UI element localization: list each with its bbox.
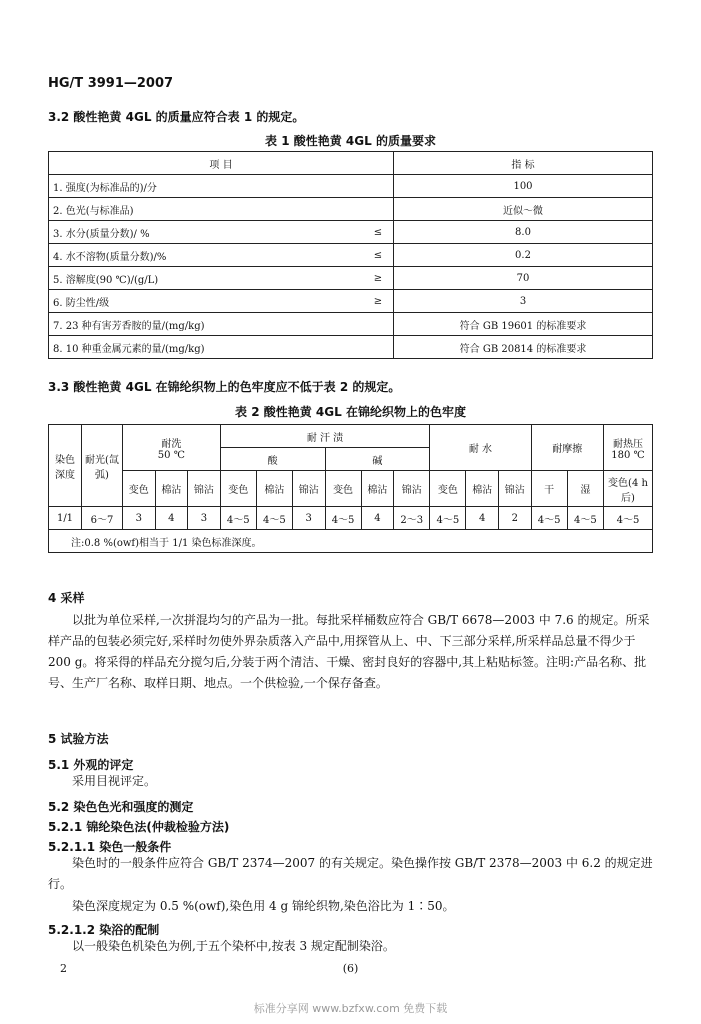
cell: 4～5 xyxy=(567,507,603,530)
sub-header: 棉沾 xyxy=(155,471,188,507)
cell: 1/1 xyxy=(49,507,82,530)
quality-requirements-table xyxy=(48,151,653,359)
cell: 4～5 xyxy=(604,507,653,530)
table-header-row xyxy=(49,425,653,448)
row-item: 3. 水分(质量分数)/ % xyxy=(49,221,364,244)
cell: 3 xyxy=(188,507,221,530)
cell: 4 xyxy=(361,507,394,530)
standard-header: HG/T 3991—2007 xyxy=(48,76,174,91)
row-symbol: ≤ xyxy=(363,221,394,244)
row-value: 100 xyxy=(394,175,653,198)
section-5-2-1-title: 5.2.1 锦纶染色法(仲裁检验方法) xyxy=(48,820,230,834)
cell: 4～5 xyxy=(531,507,567,530)
row-value: 70 xyxy=(394,267,653,290)
cell: 3 xyxy=(292,507,325,530)
row-item: 4. 水不溶物(质量分数)/% xyxy=(49,244,364,267)
row-value: 符合 GB 20814 的标准要求 xyxy=(394,336,653,359)
header-sweat: 耐 汗 渍 xyxy=(220,425,430,448)
row-value: 8.0 xyxy=(394,221,653,244)
row-symbol xyxy=(363,313,394,336)
cell: 3 xyxy=(123,507,156,530)
cell: 4～5 xyxy=(220,507,256,530)
row-item: 2. 色光(与标准品) xyxy=(49,198,364,221)
cell: 4～5 xyxy=(256,507,292,530)
section-4-paragraph: 以批为单位采样,一次拼混均匀的产品为一批。每批采样桶数应符合 GB/T 6678—2003 中 7.6 的规定。所采样产品的包装必须完好,采样时勿使外界杂质落入产品中,用探管从上、中、下三部分采样,所采样品总量不得少于 200 g。将采得的样品充分搅匀后,分装于两个清洁、干燥、密封良好的容器中,其上粘贴标签。注明:产品名称、批号、生产厂名称、取样日期、地点。一个供检验,一个保存备查。 xyxy=(48,613,650,690)
section-5-2-title: 5.2 染色色光和强度的测定 xyxy=(48,800,194,814)
header-rub: 耐摩擦 xyxy=(531,425,603,471)
table-row xyxy=(49,175,653,198)
header-wash-label: 耐洗 xyxy=(161,438,182,450)
row-item: 7. 23 种有害芳香胺的量/(mg/kg) xyxy=(49,313,364,336)
section-5-title: 5 试验方法 xyxy=(48,732,109,746)
page-number: 2 xyxy=(60,962,67,975)
sub-header: 锦沾 xyxy=(292,471,325,507)
watermark-text: 标准分享网 www.bzfxw.com 免费下载 xyxy=(253,1002,448,1015)
table1-caption: 表 1 酸性艳黄 4GL 的质量要求 xyxy=(265,134,436,148)
header-water: 耐 水 xyxy=(430,425,531,471)
row-value: 0.2 xyxy=(394,244,653,267)
sub-header: 锦沾 xyxy=(188,471,221,507)
row-value: 3 xyxy=(394,290,653,313)
sub-header: 干 xyxy=(531,471,567,507)
sub-header: 湿 xyxy=(567,471,603,507)
row-item: 1. 强度(为标准品的)/分 xyxy=(49,175,364,198)
row-symbol: ≥ xyxy=(363,267,394,290)
header-wash-temp: 50 ℃ xyxy=(157,449,185,461)
fastness-table xyxy=(48,424,653,553)
row-value: 符合 GB 19601 的标准要求 xyxy=(394,313,653,336)
sub-header: 棉沾 xyxy=(361,471,394,507)
table2-caption: 表 2 酸性艳黄 4GL 在锦纶织物上的色牢度 xyxy=(235,405,466,419)
sub-header: 变色(4 h 后) xyxy=(604,471,653,507)
cell: 2 xyxy=(499,507,532,530)
header-depth: 染色深度 xyxy=(49,425,82,507)
table-note-row xyxy=(49,530,653,553)
sub-header: 棉沾 xyxy=(466,471,499,507)
table-row xyxy=(49,313,653,336)
section-5-2-1-2-paragraph: 以一般染色机染色为例,于五个染杯中,按表 3 规定配制染浴。 xyxy=(72,939,395,953)
section-3-2: 3.2 酸性艳黄 4GL 的质量应符合表 1 的规定。 xyxy=(48,110,305,124)
section-5-2-1-1-paragraph-1: 染色时的一般条件应符合 GB/T 2374—2007 的有关规定。染色操作按 GB/T 2378—2003 中 6.2 的规定进行。 xyxy=(48,856,653,891)
section-5-2-1-1-title: 5.2.1.1 染色一般条件 xyxy=(48,840,172,854)
sub-header: 变色 xyxy=(430,471,466,507)
header-heat-label: 耐热压 xyxy=(613,438,643,450)
section-5-2-1-2-title: 5.2.1.2 染浴的配制 xyxy=(48,923,160,937)
header-heat xyxy=(604,425,653,471)
row-symbol xyxy=(363,175,394,198)
section-5-2-1-1-paragraph-2: 染色深度规定为 0.5 %(owf),染色用 4 g 锦纶织物,染色浴比为 1∶50。 xyxy=(72,899,455,913)
table-header-row xyxy=(49,152,653,175)
header-index: 指 标 xyxy=(394,152,653,175)
section-5-1-title: 5.1 外观的评定 xyxy=(48,758,134,772)
sub-header: 变色 xyxy=(123,471,156,507)
header-item: 项 目 xyxy=(49,152,394,175)
row-symbol: ≥ xyxy=(363,290,394,313)
sub-header: 变色 xyxy=(325,471,361,507)
table-note: 注:0.8 %(owf)相当于 1/1 染色标准深度。 xyxy=(49,530,653,553)
table-row xyxy=(49,336,653,359)
header-alkali: 碱 xyxy=(325,448,430,471)
section-3-3: 3.3 酸性艳黄 4GL 在锦纶织物上的色牢度应不低于表 2 的规定。 xyxy=(48,380,401,394)
row-item: 6. 防尘性/级 xyxy=(49,290,364,313)
cell: 2～3 xyxy=(394,507,430,530)
sub-header: 锦沾 xyxy=(499,471,532,507)
row-symbol xyxy=(363,198,394,221)
table-subheader-row xyxy=(49,471,653,507)
table-row xyxy=(49,267,653,290)
header-acid: 酸 xyxy=(220,448,325,471)
row-item: 5. 溶解度(90 ℃)/(g/L) xyxy=(49,267,364,290)
sub-header: 变色 xyxy=(220,471,256,507)
table-row xyxy=(49,198,653,221)
header-wash xyxy=(123,425,221,471)
table-row xyxy=(49,244,653,267)
row-item: 8. 10 种重金属元素的量/(mg/kg) xyxy=(49,336,364,359)
page-sequence: (6) xyxy=(342,962,359,975)
cell: 4 xyxy=(466,507,499,530)
sub-header: 锦沾 xyxy=(394,471,430,507)
cell: 4～5 xyxy=(430,507,466,530)
table-row xyxy=(49,221,653,244)
cell: 6～7 xyxy=(82,507,123,530)
row-value: 近似～微 xyxy=(394,198,653,221)
header-heat-temp: 180 ℃ xyxy=(611,449,645,461)
section-4-title: 4 采样 xyxy=(48,591,85,605)
table-row xyxy=(49,290,653,313)
section-5-1-paragraph: 采用目视评定。 xyxy=(72,774,157,788)
cell: 4～5 xyxy=(325,507,361,530)
row-symbol: ≤ xyxy=(363,244,394,267)
cell: 4 xyxy=(155,507,188,530)
row-symbol xyxy=(363,336,394,359)
header-light: 耐光(氙弧) xyxy=(82,425,123,507)
sub-header: 棉沾 xyxy=(256,471,292,507)
table-row xyxy=(49,507,653,530)
